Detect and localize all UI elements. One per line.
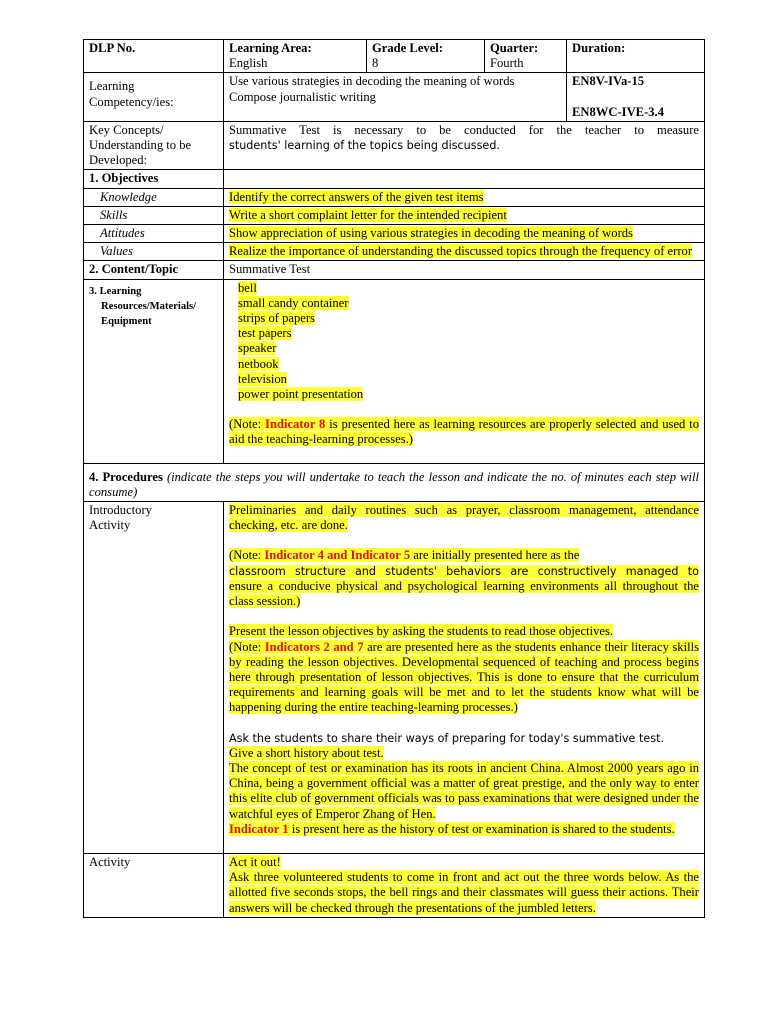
learning-area-label: Learning Area: — [229, 41, 312, 55]
resource-item-text: bell — [238, 280, 257, 295]
objectives-heading-row — [84, 170, 705, 188]
intro-paragraph-4: Ask the students to share their ways of preparing for today's summative test. — [229, 731, 665, 745]
resources-content — [224, 279, 705, 463]
resource-item-text: test papers — [238, 326, 292, 341]
introductory-label-a: Introductory — [89, 503, 152, 518]
objectives-heading: 1. Objectives — [84, 170, 224, 188]
resource-item — [238, 311, 699, 326]
procedures-heading: 4. Procedures — [89, 469, 163, 484]
resource-item — [238, 341, 699, 356]
note2-prefix: (Note: — [229, 548, 265, 563]
competency-row — [84, 73, 705, 121]
procedures-heading-note: (indicate the steps you will undertake to teach the lesson and indicate the no. of minutes each step will consume) — [89, 469, 699, 499]
resources-label-num: 3. — [89, 285, 97, 297]
quarter-value: Fourth — [490, 56, 524, 71]
intro-note-2 — [229, 548, 699, 609]
values-row — [84, 243, 705, 261]
resource-item-text: power point presentation — [238, 387, 364, 402]
indicator-8-label: Indicator 8 — [265, 417, 326, 432]
resources-list — [229, 281, 699, 403]
attitudes-text: Show appreciation of using various strategies in decoding the meaning of words — [229, 226, 633, 241]
intro-paragraph-1: Preliminaries and daily routines such as prayer, classroom management, attendance checking, etc. are done. — [229, 503, 699, 533]
knowledge-row — [84, 188, 705, 206]
activity-paragraph-2: Ask three volunteered students to come in front and act out the three words below. As the allotted five seconds stops, the bell rings and their classmates will guess their actions. Their answers will be checked through the presentations of the jumbled letters. — [229, 870, 699, 915]
procedures-heading-cell — [84, 463, 705, 501]
quarter-cell — [485, 40, 567, 73]
introductory-label-b: Activity — [89, 518, 131, 533]
header-row — [84, 40, 705, 73]
competency-code-1: EN8V-IVa-15 — [572, 74, 645, 89]
intro-paragraph-3: Present the lesson objectives by asking the students to read those objectives. — [229, 624, 614, 639]
content-label: 2. Content/Topic — [84, 261, 224, 279]
key-concepts-label: Key Concepts/ Understanding to be Developed: — [84, 121, 224, 170]
key-concepts-line-2: students' learning of the topics being discussed. — [229, 139, 500, 153]
resources-label-b: Resources/Materials/ — [101, 300, 197, 312]
introductory-row — [84, 502, 705, 854]
competency-codes — [567, 73, 705, 121]
competency-item-1: Use various strategies in decoding the meaning of words — [229, 74, 515, 89]
resource-item — [238, 387, 699, 402]
grade-level-label: Grade Level: — [372, 41, 443, 55]
resource-item — [238, 296, 699, 311]
skills-text: Write a short complaint letter for the intended recipient — [229, 207, 507, 222]
quarter-label: Quarter: — [490, 41, 539, 55]
activity-label: Activity — [84, 853, 224, 917]
key-concepts-line-1: Summative Test is necessary to be conducted for the teacher to measure — [229, 122, 699, 137]
dlp-no-label: DLP No. — [84, 40, 224, 73]
intro-note-3 — [229, 640, 699, 716]
resource-item-text: speaker — [238, 341, 277, 356]
attitudes-row — [84, 225, 705, 243]
resource-item — [238, 326, 699, 341]
resource-item-text: netbook — [238, 356, 279, 371]
activity-paragraph-1: Act it out! — [229, 854, 281, 869]
key-concepts-text — [224, 121, 705, 170]
attitudes-label: Attitudes — [84, 225, 224, 243]
knowledge-label: Knowledge — [84, 188, 224, 206]
resource-item-text: strips of papers — [238, 311, 315, 326]
activity-content — [224, 853, 705, 917]
learning-area-cell — [224, 40, 367, 73]
resource-item-text: small candy container — [238, 295, 349, 310]
competency-item-2: Compose journalistic writing — [229, 89, 376, 104]
learning-area-value: English — [229, 56, 268, 71]
resources-note — [229, 417, 699, 447]
dlp-table — [83, 39, 705, 918]
note2-text-c: ensure a conducive physical and psychological learning environments all throughout the class session.) — [229, 578, 699, 609]
resources-label-c: Equipment — [101, 316, 152, 328]
indicator-1-label: Indicator 1 — [229, 821, 289, 836]
intro-paragraph-6: The concept of test or examination has its roots in ancient China. Almost 2000 years ago in China, being a government official was a matter of great prestige, and the only way to enter this elite club of government officials was to pass examinations that were designed under the watchful eyes of Emperor Zhang of Hen. — [229, 760, 699, 821]
intro-paragraph-5: Give a short history about test. — [229, 745, 384, 760]
activity-row — [84, 853, 705, 917]
indicator-1-text: is present here as the history of test or examination is shared to the students. — [288, 821, 675, 836]
note-text: is presented here as learning resources are properly selected and used to aid the teaching-learning processes.) — [229, 417, 699, 447]
key-concepts-row — [84, 121, 705, 170]
note3-text: are are presented here as the students enhance their literacy skills by reading the lesson objectives. Developmental sequenced of teaching and process begins here through presentation of lesson objectives. This is done to ensure that the curriculum requirements and learning goals will be met and to let the students know what will be happening during the entire teaching-learning processes.) — [229, 639, 700, 715]
grade-level-cell — [367, 40, 485, 73]
note2-text-a: are initially presented here as the — [410, 548, 580, 563]
resource-item — [238, 281, 699, 296]
introductory-content — [224, 502, 705, 854]
resources-label — [84, 279, 224, 463]
competency-code-2: EN8WC-IVE-3.4 — [572, 104, 665, 119]
indicator-4-5-label: Indicator 4 and Indicator 5 — [264, 548, 411, 563]
procedures-heading-row — [84, 463, 705, 501]
duration-label: Duration: — [567, 40, 705, 73]
resources-row — [84, 279, 705, 463]
content-row — [84, 261, 705, 279]
note3-prefix: (Note: — [229, 639, 265, 654]
skills-label: Skills — [84, 206, 224, 224]
resource-item — [238, 357, 699, 372]
content-value: Summative Test — [224, 261, 705, 279]
competency-items — [224, 73, 567, 121]
skills-row — [84, 206, 705, 224]
competency-label: Learning Competency/ies: — [84, 73, 224, 121]
introductory-label — [84, 502, 224, 854]
indicator-2-7-label: Indicators 2 and 7 — [264, 639, 364, 654]
note2-text-b: classroom structure and students' behaviors are constructively managed to — [229, 564, 699, 578]
resources-label-a: Learning — [99, 285, 142, 297]
resource-item — [238, 372, 699, 387]
knowledge-text: Identify the correct answers of the given test items — [229, 189, 484, 204]
values-label: Values — [84, 243, 224, 261]
grade-level-value: 8 — [372, 56, 379, 71]
note-prefix: (Note: — [229, 417, 266, 432]
values-text: Realize the importance of understanding the discussed topics through the frequency of error — [229, 244, 693, 259]
resource-item-text: television — [238, 371, 287, 386]
